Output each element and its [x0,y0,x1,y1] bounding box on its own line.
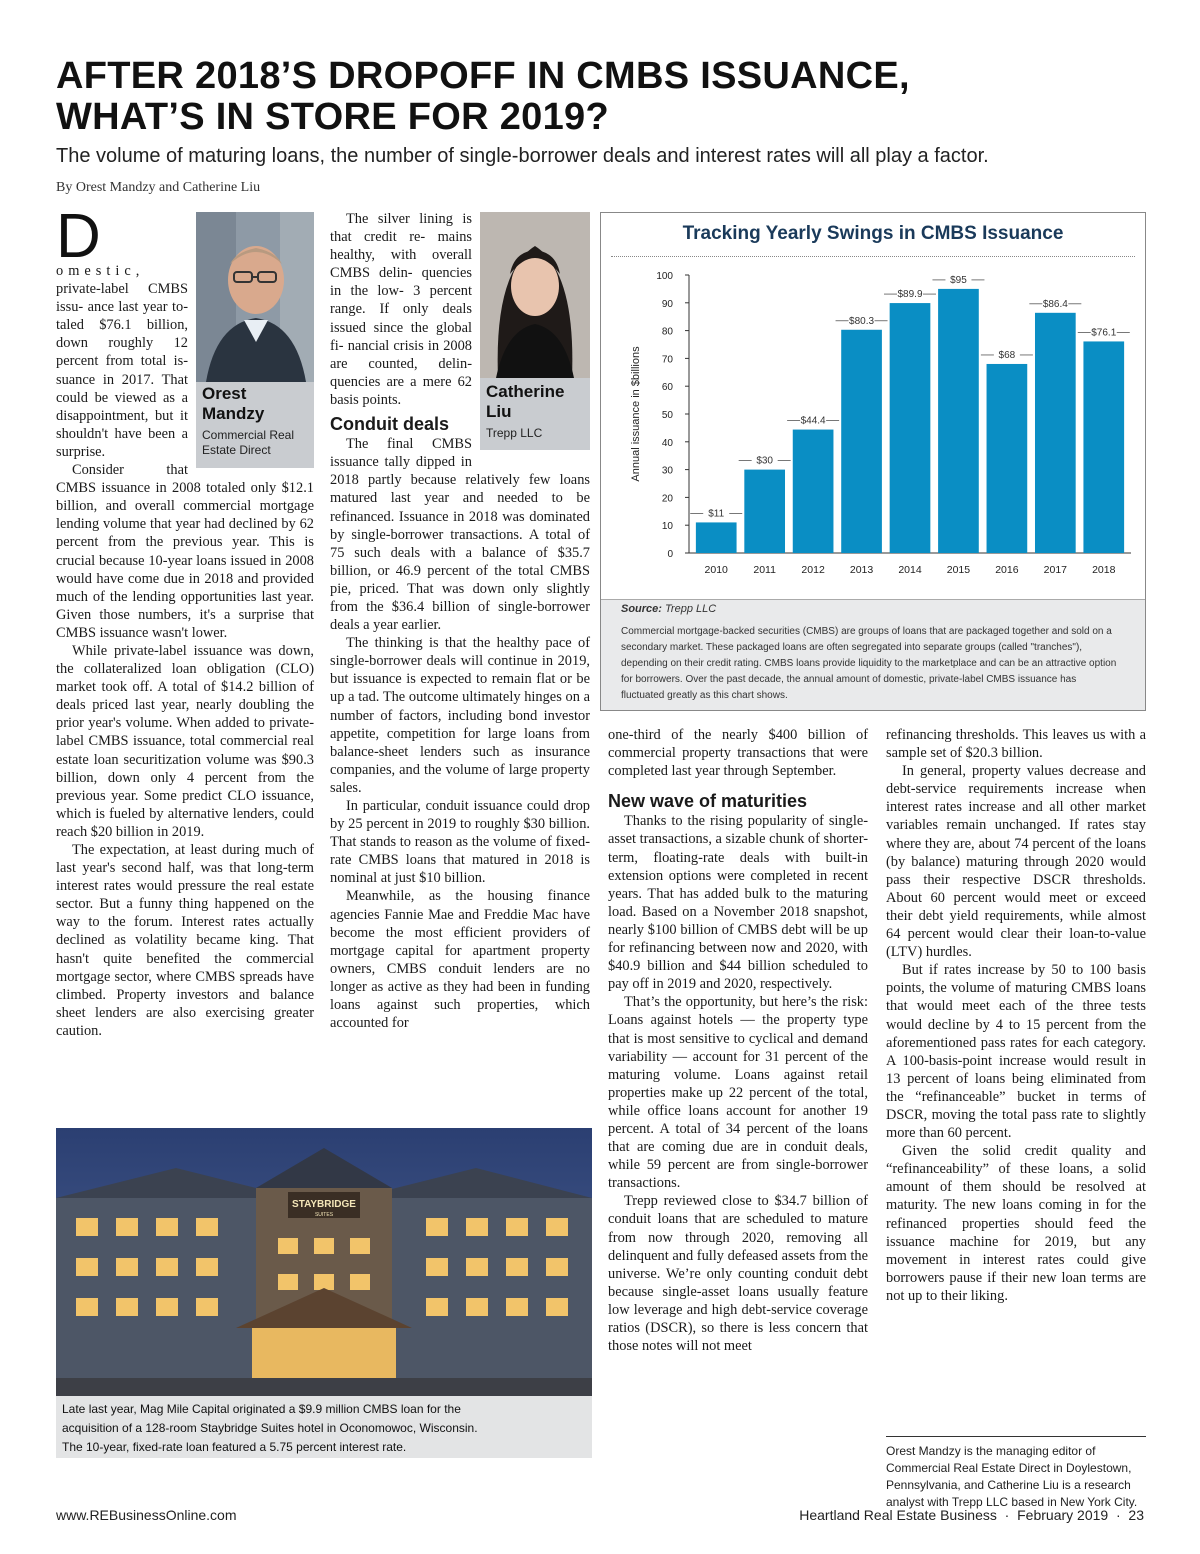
headline-line-1: AFTER 2018’S DROPOFF IN CMBS ISSUANCE, [56,55,910,97]
byline: By Orest Mandzy and Catherine Liu [56,180,261,195]
y-tick-label: 60 [661,382,673,394]
column-3 [608,726,868,1355]
paragraph: In general, property values decrease and debt-service requirements increase when interest rates increase and all other market variables remain unchanged. If rates stay where they are, about 74 percent of the loans (by balance) maturing through 2020 would pass their respective DSCR thresholds. About 60 percent would meet or exceed their debt yield requirements, while almost 64 percent would clear their loan-to-value (LTV) hurdles. [886,763,1146,961]
x-tick-label: 2010 [704,564,728,576]
author-last-name: Mandzy [202,404,265,423]
y-tick-label: 80 [661,326,673,338]
bar-2018 [1083,341,1124,553]
author-affiliation-liu [486,426,542,441]
bar-2017 [1035,313,1076,553]
text-line: 62 basis points. [330,373,472,408]
data-label: $11 [708,508,725,520]
data-label: $76.1 [1091,327,1117,339]
chart-title: Tracking Yearly Swings in CMBS Issuance [682,223,1064,244]
text-line: The silver lining [346,211,453,227]
affiliation-line: Trepp LLC [486,426,543,440]
bar-2015 [938,289,979,553]
x-tick-label: 2017 [1043,564,1068,576]
footer-page-number: 23 [1128,1507,1144,1523]
section-heading-conduit-deals: Conduit deals [330,414,450,435]
caption-line: Late last year, Mag Mile Capital originated a $9.9 million CMBS loan for the [62,1402,461,1416]
text-line: omestic, [56,263,145,279]
y-tick-label: 70 [661,354,673,366]
y-tick-label: 30 [661,465,673,477]
paragraph: Trepp reviewed close to $34.7 billion of conduit loans that are scheduled to mature from now through 2020, removing all delinquent and fully defeased assets from the universe. We’re only counting conduit debt because single-asset loans usually feature low leverage and high debt-service coverage ratios (DSCR), so there is less concern that those notes will not meet [608,1193,868,1355]
footer-separator: · [1004,1507,1010,1523]
author-photo-liu [480,212,590,450]
text-line: CMBS issu- [56,281,188,316]
data-label: $44.4 [800,415,826,427]
x-tick-label: 2015 [946,564,971,576]
data-label: $95 [950,274,967,286]
author-portrait-liu [480,212,590,378]
x-tick-label: 2011 [753,564,776,576]
photo-caption [56,1396,592,1458]
text-line: only deals issued [330,301,472,336]
author-affiliation-mandzy [202,428,294,458]
y-tick-label: 20 [661,493,673,505]
bar-chart [601,213,1145,599]
footer-publication-info [799,1507,1144,1523]
data-label: $80.3 [849,315,875,327]
source-value: Trepp LLC [665,603,717,615]
headline-line-2: WHAT’S IN STORE FOR 2019? [56,96,609,138]
data-label: $86.4 [1042,298,1068,310]
author-first-name: Catherine [486,382,565,401]
data-label: $68 [998,349,1016,361]
paragraph: one-third of the nearly $400 billion of commercial property transactions that were completed last year through September. [608,727,868,780]
y-tick-label: 0 [667,549,673,560]
section-heading-new-wave: New wave of maturities [608,791,808,812]
text-line: a disappointment, [56,389,188,424]
text-line: quencies in the low- [330,265,472,300]
footer-publication: Heartland Real Estate Business [799,1507,997,1523]
text-line: percent from total is- [56,353,188,370]
paragraph: The final CMBS issuance tally dipped in 2018 partly because relatively few loans matured last year and needed to be refinanced. Issuance in 2018 was dominated by single-borrower transactions. A total of 75 such deals with a balance of $35.7 billion, or 46.9 percent of the total CMBS pie, priced. That was down only slightly from the $36.4 billion of single-borrower deals a year earlier. [330,436,590,634]
text-line: is that credit re- [330,211,472,246]
bar-2016 [987,364,1028,553]
paragraph: In particular, conduit issuance could drop by 25 percent in 2019 to roughly $30 billion. That stands to reason as the volume of fixed-rate CMBS loans that matured in 2018 is nominal at just $10 billion. [330,798,590,887]
source-label: Source: [621,603,662,615]
bar-2013 [841,330,882,553]
text-line: ance last year to- [87,299,188,316]
text-line: since the global fi- [330,319,472,354]
affiliation-line: Commercial Real [202,428,295,442]
author-first-name: Orest [202,384,247,403]
drop-cap: D [56,202,101,271]
paragraph: The thinking is that the healthy pace of single-borrower deals will continue in 2019, but issuance is expected to remain flat or be up a tad. The outcome ultimately hinges on a number of factors, including bond investor appetite, competition for large loans from balance-sheet lenders such as insurance companies, and the volume of large property sales. [330,635,590,796]
bar-2011 [744,470,785,553]
text-line: nancial crisis in 2008 [347,337,472,354]
x-tick-label: 2012 [801,564,825,576]
column-1 [56,202,314,1040]
paragraph: Given the solid credit quality and “refinanceability” of these loans, a solid amount of them should be resolved at maturity. The new loans coming in for the refinanced properties should feed the issuance machine for 2019, but any movement in interest rates could give borrowers pause if their new loan terms are not up to their liking. [886,1143,1146,1304]
paragraph: That’s the opportunity, but here’s the risk: Loans against hotels — the property type that is most sensitive to cyclical and demand variability — account for 31 percent of the maturing volume. Loans against retail properties make up 22 percent of the total, while office loans account for another 19 percent. A total of 34 percent of the loans that are coming due are in conduit deals, while 59 percent are from single-borrower transactions. [608,994,868,1192]
x-tick-label: 2016 [995,564,1019,576]
text-line: CMBS issuance in [56,480,167,497]
author-bio: Orest Mandzy is the managing editor of Commercial Real Estate Direct in Doylestown, Pennsylvania, and Catherine Liu is a research analyst with Trepp LLC based in New York City. [886,1436,1146,1511]
author-photo-mandzy [196,212,314,468]
column-2 [330,210,590,1032]
author-name-liu [486,382,564,422]
text-line: 2008 totaled only $12.1 billion, and overall commercial mortgage lending volume that year had declined by 62 percent from the previous year. This is crucial because 10-year loans issued in 2008 would have come due in 2018 and provided much of the lending opportunities last year. Given those numbers, it's a surprise that CMBS issuance wasn't lower. [56,480,314,641]
text-line: quencies are a mere [330,373,452,390]
bar-2012 [793,430,834,553]
headline [56,56,1156,138]
paragraph: Thanks to the rising popularity of single-asset transactions, a sizable chunk of shorter-term, floating-rate deals with built-in extension options were completed in recent years. That has added bulk to the maturing load. Based on a November 2018 snapshot, nearly $100 billion of CMBS debt will be up for refinancing between now and 2020, with $40.9 billion and $44 billion scheduled to pay off in 2019 and 2020, respectively. [608,813,868,993]
data-label: $89.9 [897,289,923,301]
chart-panel [600,212,1146,711]
paragraph: refinancing thresholds. This leaves us with a sample set of $20.3 billion. [886,727,1146,762]
author-name-mandzy [202,384,264,424]
text-line: down roughly 12 [56,335,188,352]
hotel-sign-sub: SUITES [314,1212,334,1218]
paragraph [56,461,314,642]
y-tick-label: 50 [661,410,673,421]
y-axis-label: Annual issuance in $billions [630,346,642,482]
affiliation-line: Estate Direct [202,443,271,457]
y-tick-label: 40 [661,437,673,449]
paragraph: Meanwhile, as the housing finance agencies Fannie Mae and Freddie Mac have become the most efficient providers of mortgage capital for apartment property owners, CMBS conduit lenders are no longer as active as they had been in funding loans against such properties, which accounted for [330,888,590,1032]
y-tick-label: 100 [656,271,673,282]
column-4 [886,726,1146,1305]
x-tick-label: 2013 [849,564,874,576]
bar-2010 [696,522,737,553]
footer-issue: February 2019 [1017,1507,1109,1523]
subhead: The volume of maturing loans, the number of single-borrower deals and interest rates will all play a factor. [56,145,989,167]
paragraph: The expectation, at least during much of last year's second half, was that long-term interest rates would pressure the real estate sector. But a funny thing happened on the way to the forum. Interest rates actually declined as volatility became king. That hasn't quite benefited the commercial mortgage sector, where CMBS spreads have climbed. Property investors and balance sheet lenders are also exercising greater caution. [56,842,314,1039]
text-line: 3 percent range. If [330,283,472,318]
text-line: overall CMBS delin- [330,247,472,282]
text-line: could be viewed as [56,389,175,406]
paragraph: While private-label issuance was down, the collateralized loan obligation (CLO) market took off. A total of $14.2 billion of deals priced last year, nearly doubling the prior year's volume. When added to private-label CMBS issuance, total commercial real estate loan securitization volume was $90.3 billion, down only 4 percent from the previous year. Some predict CLO issuance, which is fueled by alternative lenders, could reach $20 billion in 2019. [56,642,314,840]
footer-separator: · [1115,1507,1121,1523]
caption-line: The 10-year, fixed-rate loan featured a 5.75 percent interest rate. [62,1440,407,1454]
x-tick-label: 2014 [898,564,922,576]
chart-source [621,603,716,615]
text-line: but it shouldn't have [56,407,188,442]
footer-website: www.REBusinessOnline.com [56,1507,237,1523]
data-label: $30 [756,455,774,467]
author-portrait-mandzy [196,212,314,382]
x-tick-label: 2018 [1092,564,1116,576]
chart-footnote [601,599,1145,710]
hotel-sign: STAYBRIDGE [292,1199,356,1210]
bar-2014 [890,303,931,553]
text-line: been a surprise. [56,425,188,460]
text-line: suance in 2017. That [56,371,188,388]
chart-note: Commercial mortgage-backed securities (CMBS) are groups of loans that are packaged together and sold on a secondary market. These packaged loans are often segregated into separate groups (called "tranches"), depending on their credit rating. CMBS loans provide liquidity to the marketplace and can be an attractive option for borrowers. Over the past decade, the annual amount of domestic, private-label CMBS issuance has fluctuated greatly as this chart shows. [621,626,1117,701]
y-tick-label: 90 [661,298,673,310]
caption-line: acquisition of a 128-room Staybridge Suites hotel in Oconomowoc, Wisconsin. [62,1421,478,1435]
text-line: Consider that [72,462,188,479]
text-line: are counted, delin- [330,355,472,372]
text-line: private-label [56,281,129,298]
text-line: taled $76.1 billion, [56,317,188,334]
y-tick-label: 10 [661,521,673,533]
paragraph: But if rates increase by 50 to 100 basis points, the volume of maturing CMBS loans that would meet each of the three tests would decline by 4 to 15 percent from the aforementioned pass rates for each category. A 100-basis-point increase would result in 13 percent of loans being eliminated from the “refinanceable” bucket in terms of DSCR, moving the total pass rate to slightly more than 60 percent. [886,962,1146,1142]
author-last-name: Liu [486,402,512,421]
hotel-photo [56,1128,592,1458]
text-line: mains healthy, with [330,229,472,264]
